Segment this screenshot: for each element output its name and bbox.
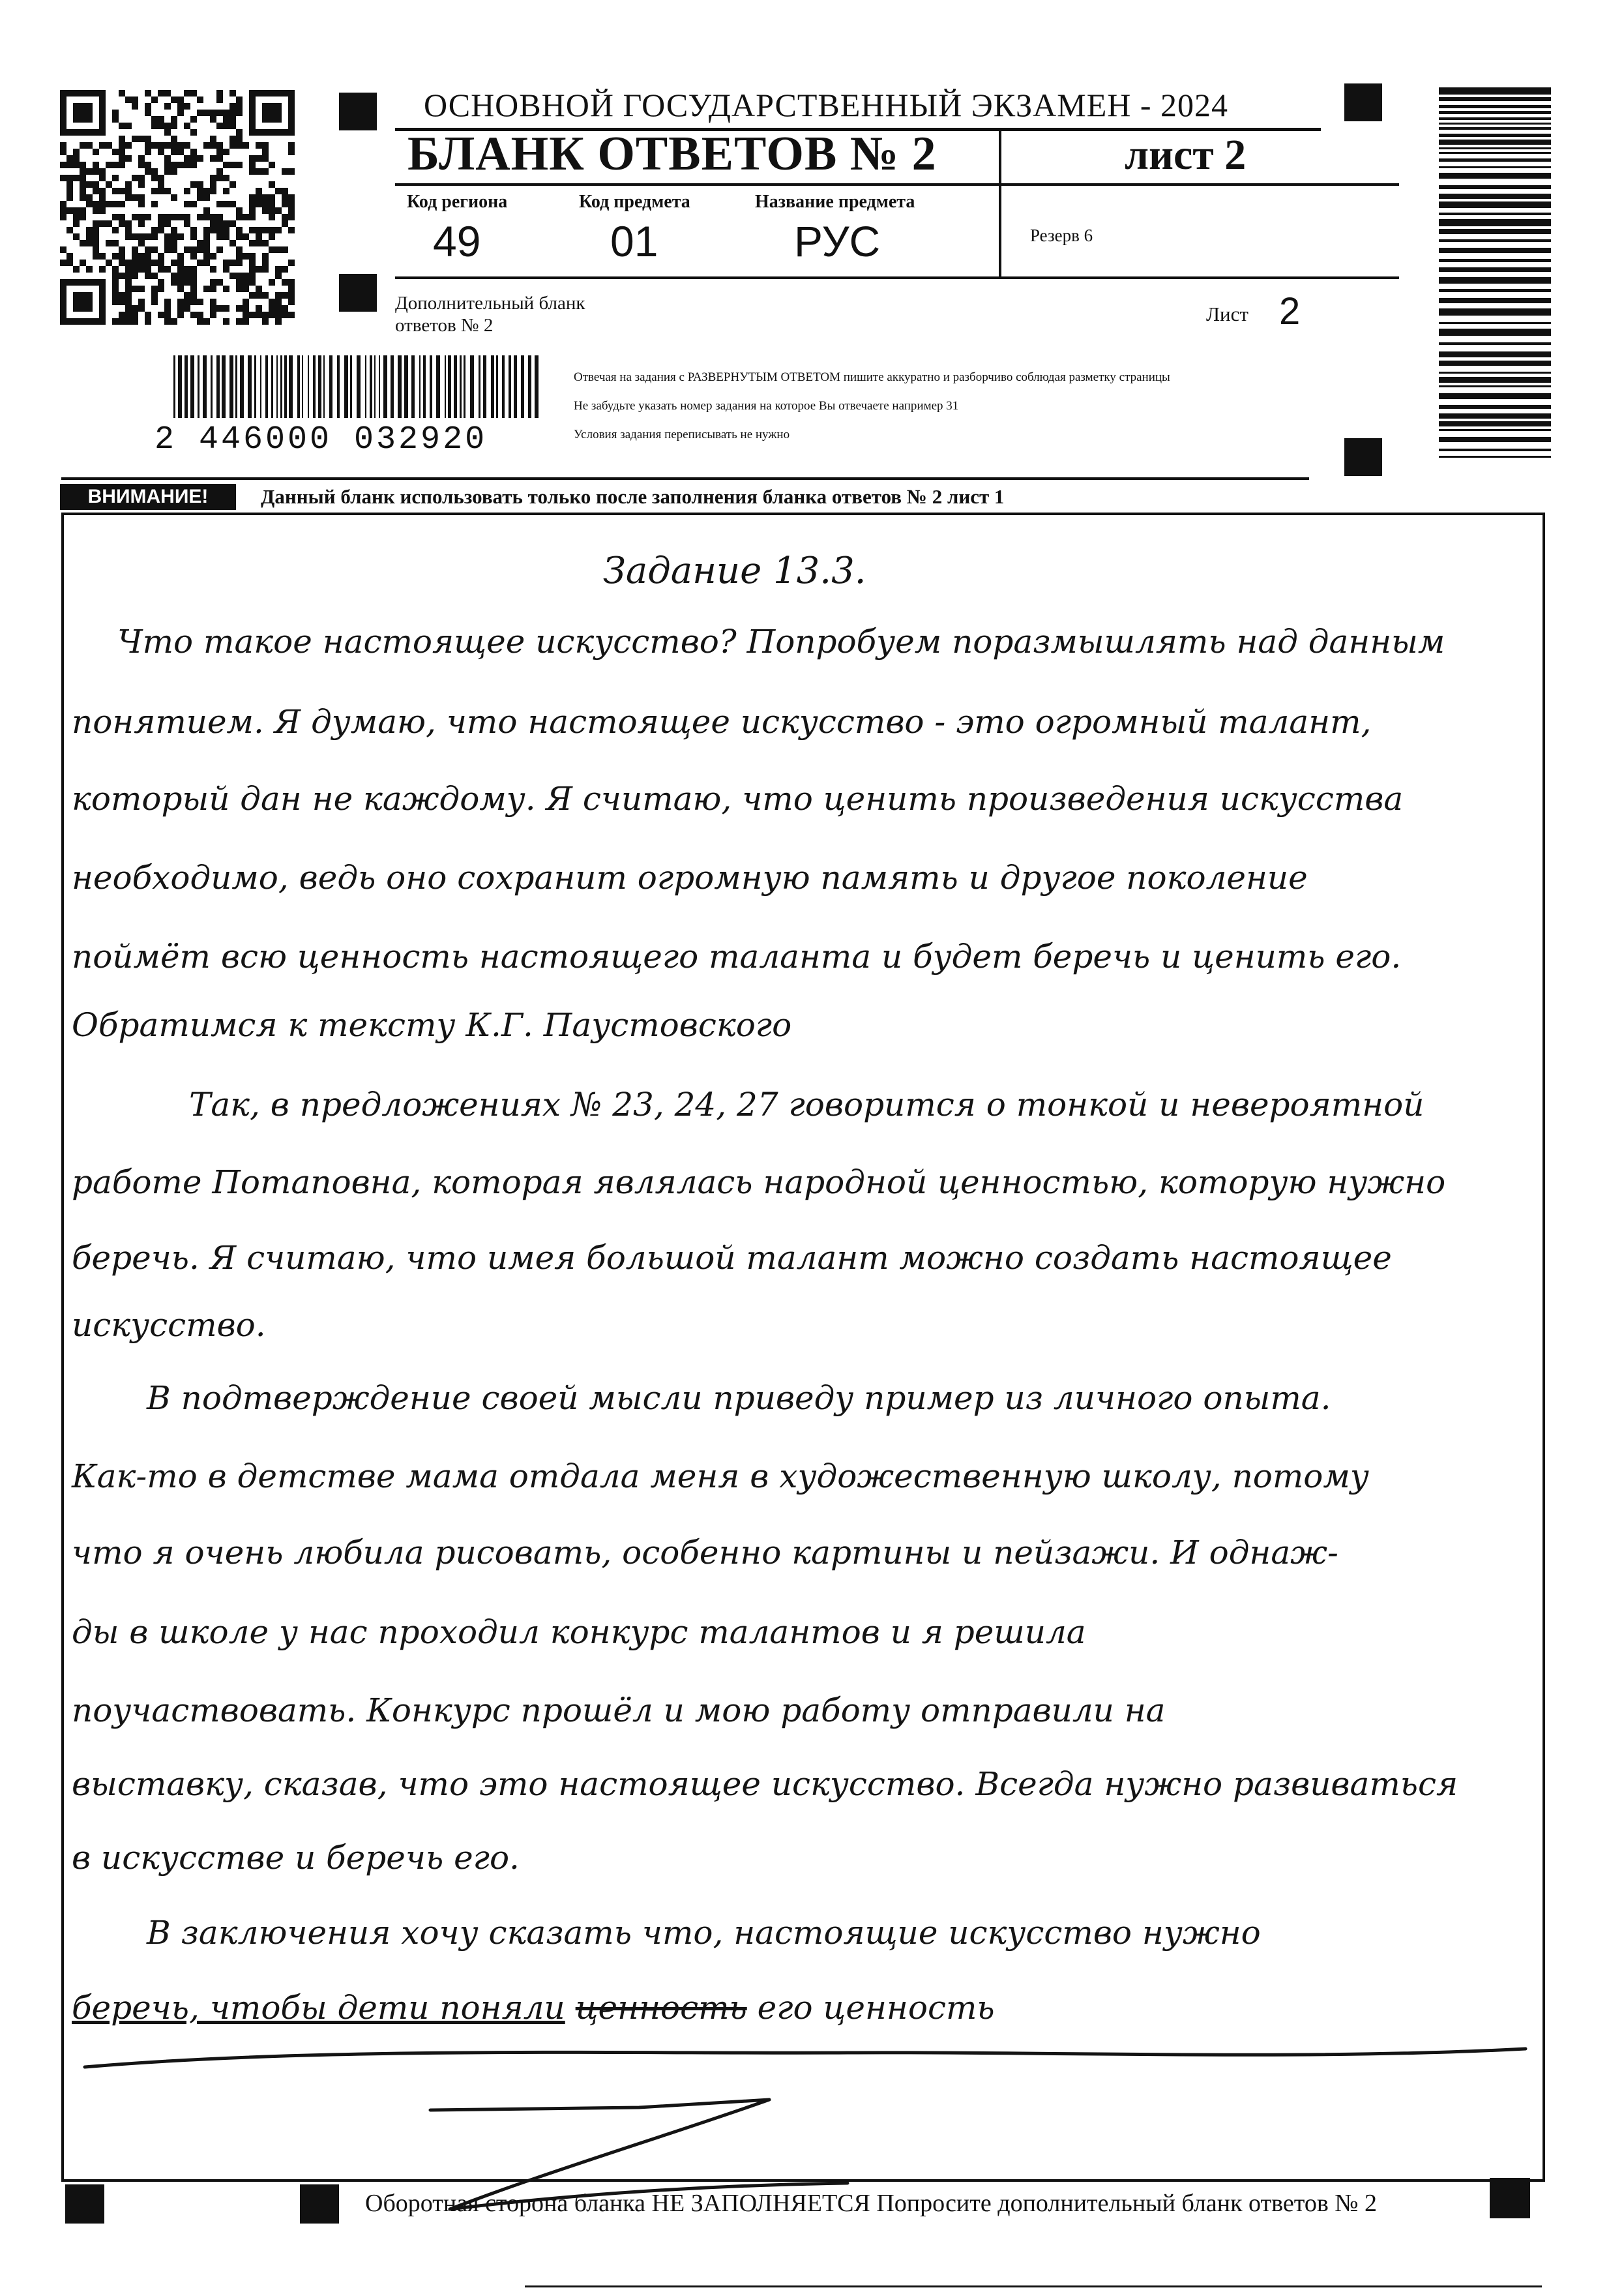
registration-mark bbox=[1344, 438, 1382, 476]
warning-text: Данный бланк использовать только после заполнения бланка ответов № 2 лист 1 bbox=[261, 485, 1005, 508]
registration-mark bbox=[300, 2184, 339, 2224]
answer-line: В подтверждение своей мысли приведу пример из личного опыта. bbox=[147, 1379, 1331, 1417]
answer-last-line-start: беречь, чтобы дети поняли bbox=[72, 1989, 565, 2027]
answer-line: понятием. Я думаю, что настоящее искусство - это огромный талант, bbox=[72, 703, 1372, 741]
answer-line: необходимо, ведь оно сохранит огромную память и другое поколение bbox=[72, 859, 1308, 897]
region-code-value: 49 bbox=[433, 217, 481, 265]
subject-name-label: Название предмета bbox=[755, 192, 915, 212]
exam-title: ОСНОВНОЙ ГОСУДАРСТВЕННЫЙ ЭКЗАМЕН - 2024 bbox=[424, 87, 1228, 123]
answer-last-line-end: его ценность bbox=[757, 1989, 995, 2027]
registration-mark bbox=[65, 2184, 104, 2224]
answer-line: что я очень любила рисовать, особенно картины и пейзажи. И однаж- bbox=[72, 1534, 1338, 1571]
divider bbox=[525, 2285, 1542, 2287]
instruction-line: Не забудьте указать номер задания на которое Вы отвечаете например 31 bbox=[574, 399, 959, 413]
answer-line: поймёт всю ценность настоящего таланта и будет беречь и ценить его. bbox=[72, 938, 1402, 975]
registration-mark bbox=[339, 93, 377, 130]
registration-mark bbox=[1490, 2178, 1530, 2218]
form-title: БЛАНК ОТВЕТОВ № 2 bbox=[407, 127, 937, 181]
answer-line: Так, в предложениях № 23, 24, 27 говорится о тонкой и невероятной bbox=[189, 1086, 1425, 1124]
subject-code-label: Код предмета bbox=[579, 192, 690, 212]
list-number: 2 bbox=[1279, 290, 1301, 333]
instruction-line: Отвечая на задания с РАЗВЕРНУТЫМ ОТВЕТОМ пишите аккуратно и разборчиво соблюдая разметку страницы bbox=[574, 370, 1170, 384]
subject-code-value: 01 bbox=[610, 217, 658, 265]
answer-line: искусство. bbox=[72, 1306, 266, 1344]
additional-form-label: Дополнительный бланк ответов № 2 bbox=[395, 293, 585, 336]
answer-line: беречь. Я считаю, что имея большой талант можно создать настоящее bbox=[72, 1239, 1392, 1277]
region-code-label: Код региона bbox=[407, 192, 508, 212]
reserve-field: Резерв 6 bbox=[1030, 226, 1093, 245]
task-title: Задание 13.3. bbox=[603, 550, 866, 592]
answer-line: В заключения хочу сказать что, настоящие искусство нужно bbox=[147, 1914, 1261, 1952]
barcode bbox=[1439, 87, 1551, 459]
divider bbox=[61, 477, 1309, 480]
list-label: Лист bbox=[1206, 303, 1248, 325]
subject-name-value: РУС bbox=[794, 217, 881, 265]
answer-line: Что такое настоящее искусство? Попробуем поразмышлять над данным bbox=[117, 623, 1445, 661]
divider bbox=[395, 183, 1399, 186]
sheet-label: лист 2 bbox=[1125, 131, 1247, 179]
answer-line: Обратимся к тексту К.Г. Паустовского bbox=[72, 1006, 792, 1044]
warning-badge: ВНИМАНИЕ! bbox=[60, 484, 236, 510]
answer-line: работе Потаповна, которая являлась народной ценностью, которую нужно bbox=[72, 1163, 1446, 1201]
divider bbox=[395, 276, 1399, 279]
answer-line: ды в школе у нас проходил конкурс талантов и я решила bbox=[72, 1613, 1086, 1651]
registration-mark bbox=[1344, 83, 1382, 121]
answer-line: который дан не каждому. Я считаю, что ценить произведения искусства bbox=[72, 780, 1404, 818]
answer-line: в искусстве и беречь его. bbox=[72, 1839, 520, 1877]
divider bbox=[999, 130, 1001, 278]
answer-line: Как-то в детстве мама отдала меня в художественную школу, потому bbox=[72, 1457, 1369, 1495]
answer-last-line bbox=[72, 1989, 995, 2027]
answer-line: поучаствовать. Конкурс прошёл и мою работу отправили на bbox=[72, 1691, 1166, 1729]
barcode bbox=[173, 355, 539, 418]
answer-struck-word: ценность bbox=[575, 1989, 747, 2027]
barcode-digits: 2 446000 032920 bbox=[155, 421, 488, 458]
instruction-line: Условия задания переписывать не нужно bbox=[574, 428, 790, 441]
footer-text: Оборотная сторона бланка НЕ ЗАПОЛНЯЕТСЯ Попросите дополнительный бланк ответов № 2 bbox=[365, 2190, 1378, 2217]
answer-line: выставку, сказав, что это настоящее искусство. Всегда нужно развиваться bbox=[72, 1765, 1458, 1803]
registration-mark bbox=[339, 274, 377, 312]
qr-code bbox=[60, 90, 295, 325]
